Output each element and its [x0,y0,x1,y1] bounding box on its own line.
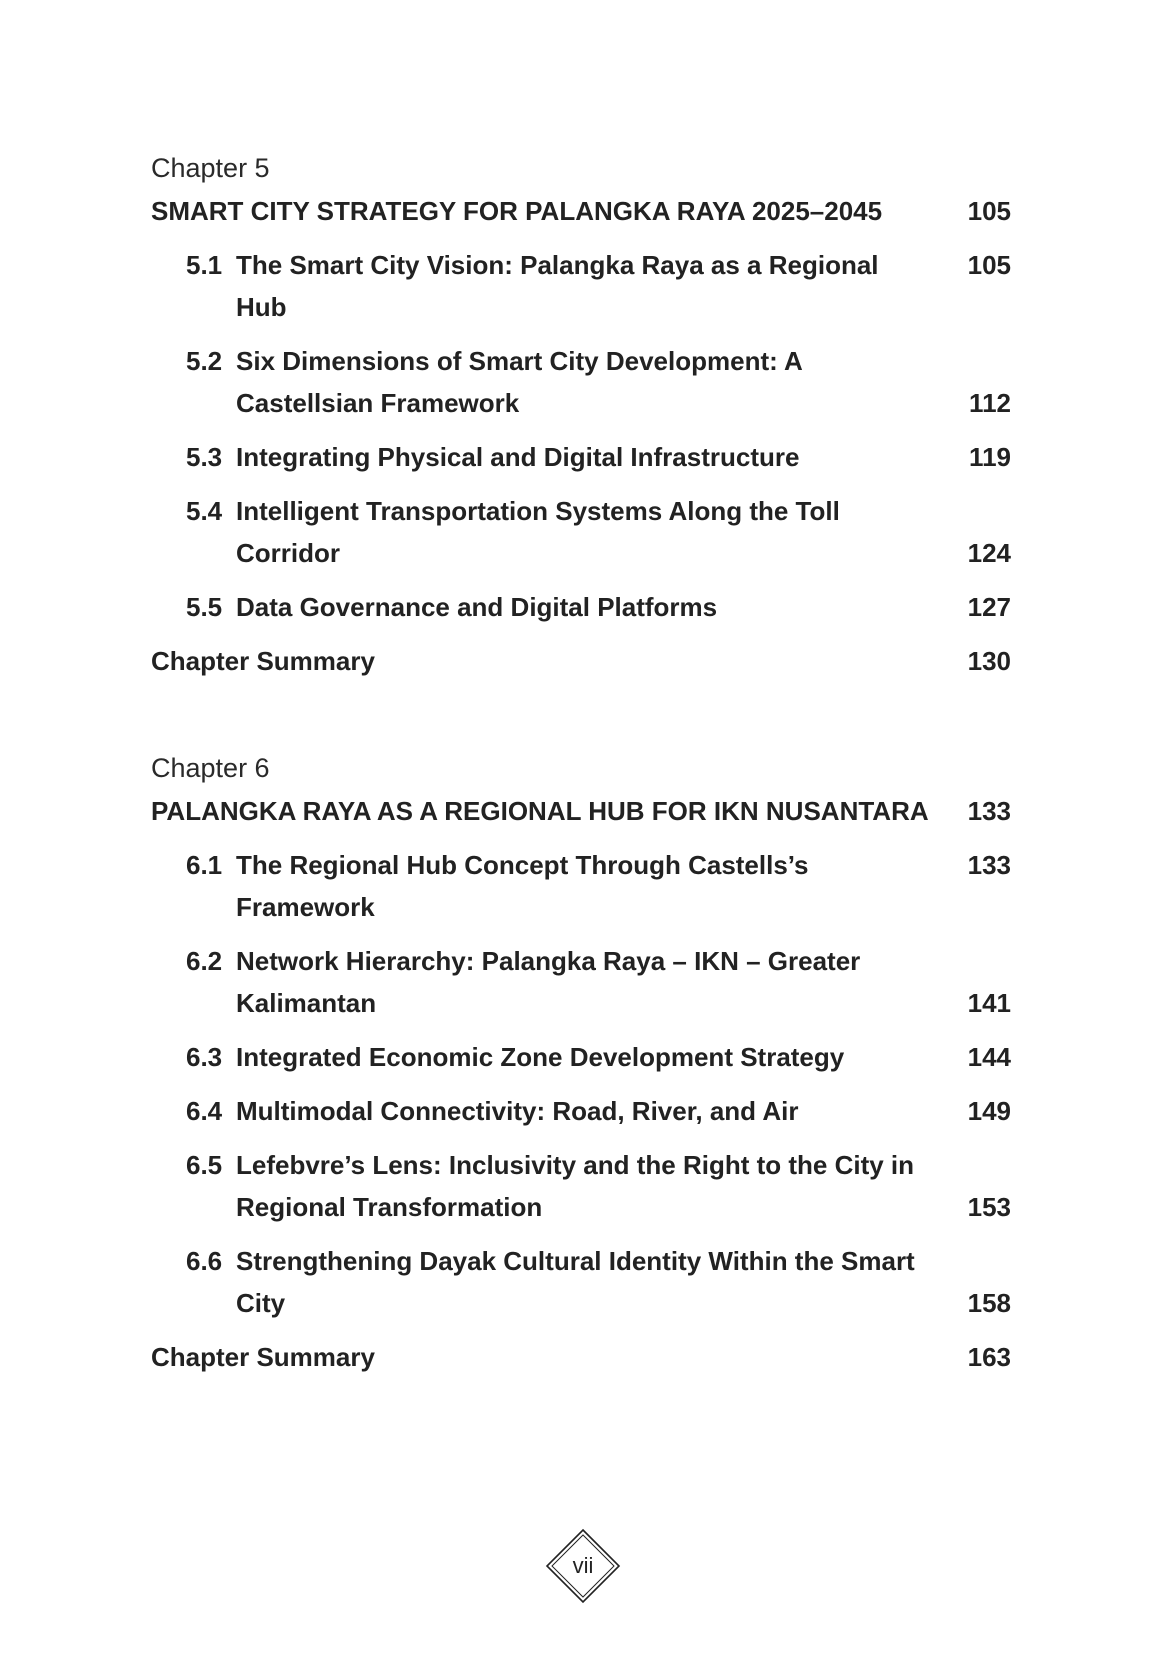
page-number: 127 [967,592,1011,622]
chapter-6-block [151,746,1011,1378]
page-number: 133 [967,850,1011,880]
toc-entry[interactable] [151,340,1011,424]
section-title: Six Dimensions of Smart City Development: A Castellsian Framework [236,346,802,418]
toc-entry[interactable] [151,436,1011,478]
page-number: 149 [967,1096,1011,1126]
page-number: 133 [967,796,1011,826]
page-number: vii [572,1553,594,1578]
chapter-label: Chapter 5 [151,153,270,183]
page-number: 105 [967,196,1011,226]
page-number: 153 [967,1192,1011,1222]
section-number: 5.2 [186,346,223,376]
section-title: Integrating Physical and Digital Infrastructure [236,442,800,472]
section-title: Integrated Economic Zone Development Strategy [236,1042,845,1072]
section-number: 6.2 [186,946,223,976]
page-number: 119 [969,442,1011,472]
section-title: The Smart City Vision: Palangka Raya as a Regional Hub [236,250,879,322]
chapter-summary-row[interactable] [151,1336,1011,1378]
chapter-title-row[interactable] [151,190,1011,232]
section-title: Data Governance and Digital Platforms [236,592,718,622]
chapter-label: Chapter 6 [151,753,270,783]
page-number: 144 [967,1042,1011,1072]
section-title: Lefebvre’s Lens: Inclusivity and the Right to the City in Regional Transformation [236,1150,915,1222]
section-title: Intelligent Transportation Systems Along the Toll Corridor [236,496,840,568]
section-number: 5.3 [186,442,223,472]
section-number: 6.1 [186,850,223,880]
chapter-title-row[interactable] [151,790,1011,832]
chapter-summary-row[interactable] [151,640,1011,682]
page-number: 105 [967,250,1011,280]
section-number: 5.4 [186,496,223,526]
chapter-title: SMART CITY STRATEGY FOR PALANGKA RAYA 2025–2045 [151,196,883,226]
section-number: 6.6 [186,1246,223,1276]
section-number: 6.3 [186,1042,223,1072]
chapter-summary-title: Chapter Summary [151,1342,375,1372]
page-number: 124 [967,538,1011,568]
page-number: 158 [967,1288,1011,1318]
section-title: Network Hierarchy: Palangka Raya – IKN – Greater Kalimantan [236,946,861,1018]
chapter-5-block [151,146,1011,682]
toc-entry[interactable] [151,1144,1011,1228]
page-number: 163 [967,1342,1011,1372]
toc-entry[interactable] [151,844,1011,928]
section-title: Strengthening Dayak Cultural Identity Within the Smart City [236,1246,915,1318]
toc-entry[interactable] [151,1090,1011,1132]
toc-entry[interactable] [151,244,1011,328]
section-title: The Regional Hub Concept Through Castells’s Framework [236,850,809,922]
section-number: 5.5 [186,592,223,622]
page-number: 141 [967,988,1011,1018]
page-number: 112 [969,388,1011,418]
page-number: 130 [967,646,1011,676]
toc-entry[interactable] [151,1240,1011,1324]
section-number: 6.5 [186,1150,223,1180]
toc-entry[interactable] [151,1036,1011,1078]
section-number: 6.4 [186,1096,223,1126]
section-number: 5.1 [186,250,223,280]
chapter-summary-title: Chapter Summary [151,646,375,676]
toc-entry[interactable] [151,586,1011,628]
chapter-title: PALANGKA RAYA AS A REGIONAL HUB FOR IKN NUSANTARA [151,796,929,826]
page-footer [545,1528,621,1604]
table-of-contents [151,146,1011,1442]
section-title: Multimodal Connectivity: Road, River, and Air [236,1096,799,1126]
toc-entry[interactable] [151,940,1011,1024]
toc-entry[interactable] [151,490,1011,574]
